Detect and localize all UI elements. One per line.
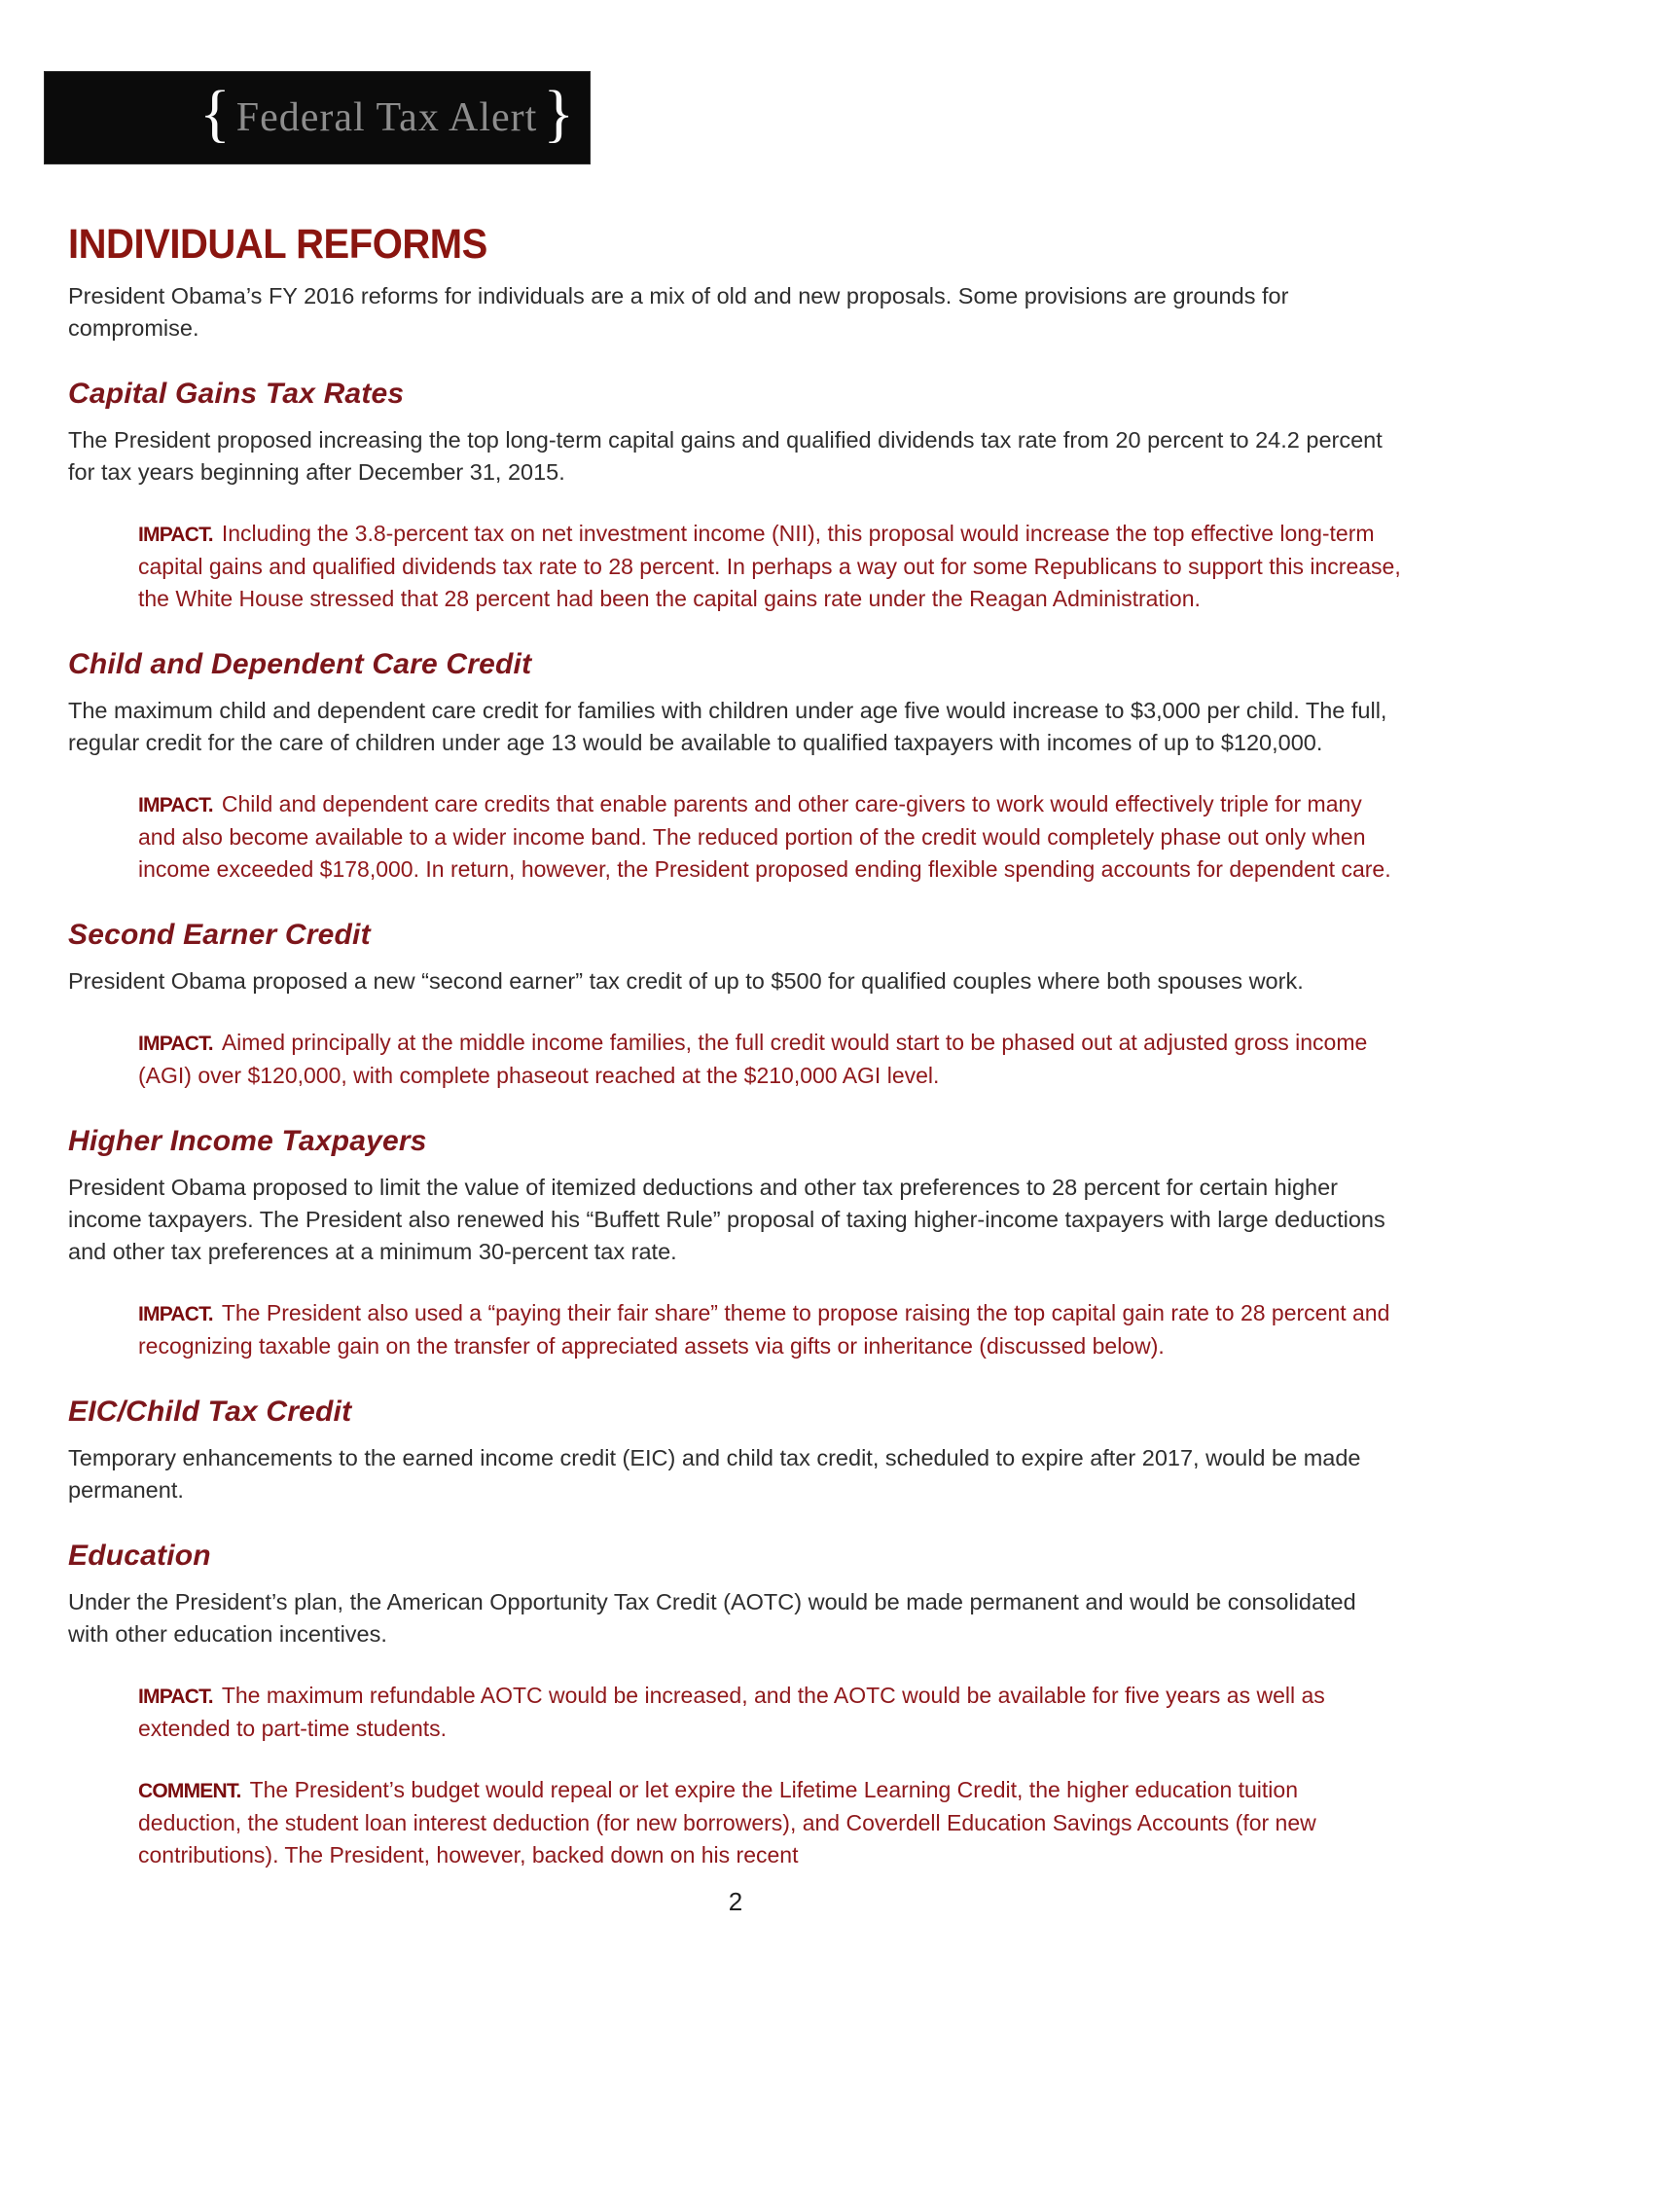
intro-paragraph: President Obama’s FY 2016 reforms for individuals are a mix of old and new proposals. Some provisions are grounds for compromise. — [68, 283, 1289, 341]
section-body: President Obama proposed a new “second earner” tax credit of up to $500 for qualified couples where both spouses work. — [68, 968, 1304, 994]
section-second-earner-credit — [68, 918, 1403, 1092]
section-title: EIC/Child Tax Credit — [68, 1396, 352, 1428]
section-child-dependent-care-credit — [68, 647, 1403, 886]
section-education — [68, 1539, 1403, 1871]
page-title: INDIVIDUAL REFORMS — [68, 221, 487, 268]
impact-label: IMPACT. — [138, 794, 213, 816]
section-body: President Obama proposed to limit the value of itemized deductions and other tax preferences to 28 percent for certain higher income taxpayers. The President also renewed his “Buffett Rule” proposal of taxing higher-income taxpayers with large deductions and other tax preferences at a minimum 30-percent tax rate. — [68, 1175, 1385, 1264]
impact-label: IMPACT. — [138, 524, 213, 546]
close-brace: } — [543, 78, 574, 149]
open-brace: { — [199, 78, 231, 149]
impact-text — [138, 1297, 1403, 1362]
impact-note — [68, 1297, 1403, 1362]
document-page — [0, 71, 1654, 1916]
section-body: Temporary enhancements to the earned income credit (EIC) and child tax credit, scheduled to expire after 2017, would be made permanent. — [68, 1445, 1361, 1503]
impact-label: IMPACT. — [138, 1686, 213, 1708]
page-number: 2 — [728, 1887, 743, 1916]
impact-text — [138, 1680, 1403, 1745]
section-title: Higher Income Taxpayers — [68, 1125, 427, 1157]
impact-label: IMPACT. — [138, 1033, 213, 1055]
banner-title: Federal Tax Alert — [235, 95, 538, 140]
section-body: The President proposed increasing the top long-term capital gains and qualified dividends tax rate from 20 percent to 24.2 percent for tax years beginning after December 31, 2015. — [68, 427, 1383, 485]
section-body: The maximum child and dependent care credit for families with children under age five would increase to $3,000 per child. The full, regular credit for the care of children under age 13 would be available to qualified taxpayers with incomes of up to $120,000. — [68, 698, 1387, 755]
federal-tax-alert-banner — [44, 71, 591, 164]
impact-note — [68, 1680, 1403, 1745]
impact-note — [68, 788, 1403, 886]
section-title: Child and Dependent Care Credit — [68, 648, 532, 680]
section-capital-gains-tax-rates — [68, 377, 1403, 615]
section-title: Capital Gains Tax Rates — [68, 378, 405, 410]
section-body: Under the President’s plan, the American Opportunity Tax Credit (AOTC) would be made permanent and would be consolidated with other education incentives. — [68, 1589, 1356, 1647]
impact-note — [68, 1027, 1403, 1092]
impact-body: Aimed principally at the middle income families, the full credit would start to be phased out at adjusted gross income (AGI) over $120,000, with complete phaseout reached at the $210,000 AGI level. — [138, 1030, 1368, 1088]
comment-note — [68, 1774, 1403, 1871]
section-title: Education — [68, 1540, 211, 1572]
impact-body: The maximum refundable AOTC would be increased, and the AOTC would be available for five years as well as extended to part-time students. — [138, 1683, 1325, 1741]
impact-body: Child and dependent care credits that enable parents and other care-givers to work would effectively triple for many and also become available to a wider income band. The reduced portion of the credit would completely phase out only when income exceeded $178,000. In return, however, the President proposed ending flexible spending accounts for dependent care. — [138, 791, 1391, 882]
comment-text — [138, 1774, 1403, 1871]
section-higher-income-taxpayers — [68, 1124, 1403, 1362]
section-eic-child-tax-credit — [68, 1395, 1403, 1506]
impact-body: Including the 3.8-percent tax on net investment income (NII), this proposal would increase the top effective long-term capital gains and qualified dividends tax rate to 28 percent. In perhaps a way out for some Republicans to support this increase, the White House stressed that 28 percent had been the capital gains rate under the Reagan Administration. — [138, 521, 1401, 611]
comment-label: COMMENT. — [138, 1780, 241, 1802]
impact-text — [138, 1027, 1403, 1092]
comment-body: The President’s budget would repeal or let expire the Lifetime Learning Credit, the higher education tuition deduction, the student loan interest deduction (for new borrowers), and Coverdell Education Savings Accounts (for new contributions). The President, however, backed down on his recent — [138, 1777, 1316, 1868]
impact-text — [138, 788, 1403, 886]
impact-body: The President also used a “paying their fair share” theme to propose raising the top capital gain rate to 28 percent and recognizing taxable gain on the transfer of appreciated assets via gifts or inheritance (discussed below). — [138, 1300, 1390, 1359]
section-title: Second Earner Credit — [68, 919, 371, 951]
impact-label: IMPACT. — [138, 1303, 213, 1325]
impact-text — [138, 518, 1403, 615]
impact-note — [68, 518, 1403, 615]
